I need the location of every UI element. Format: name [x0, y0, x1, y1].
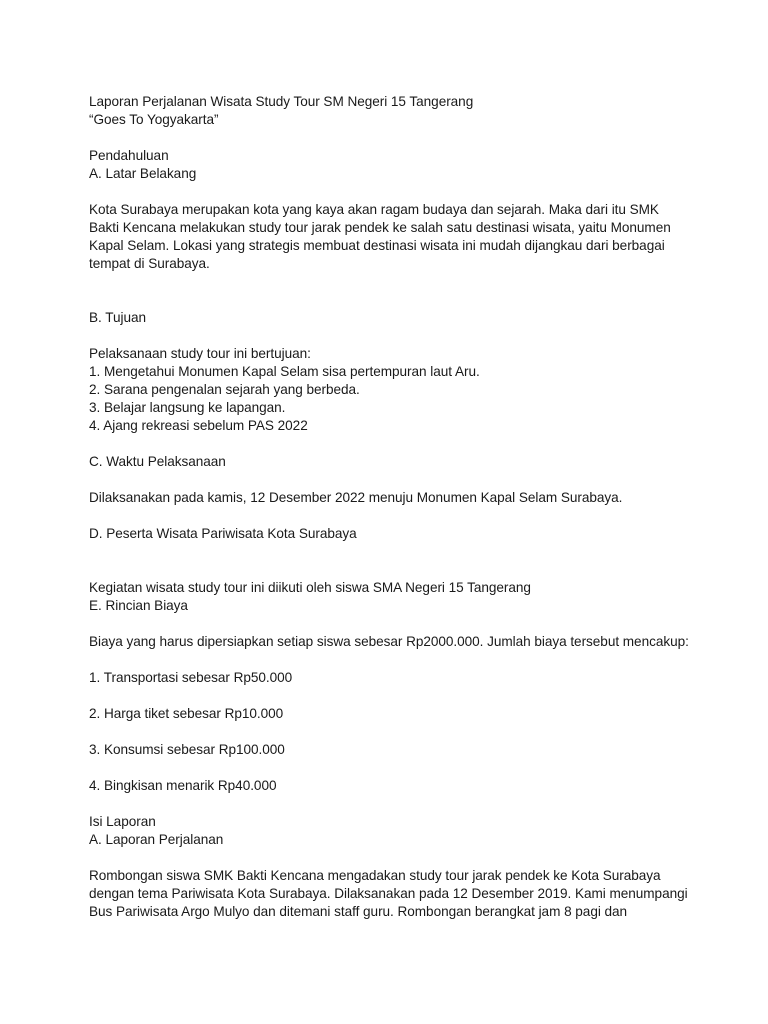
document-title: Laporan Perjalanan Wisata Study Tour SM Negeri 15 Tangerang — [89, 94, 474, 109]
subsection-heading-latar-belakang: A. Latar Belakang — [89, 166, 197, 181]
paragraph-line: Bakti Kencana melakukan study tour jarak pendek ke salah satu destinasi wisata, yaitu Monumen — [89, 220, 671, 235]
list-item: 2. Harga tiket sebesar Rp10.000 — [89, 706, 284, 721]
subsection-heading-laporan-perjalanan: A. Laporan Perjalanan — [89, 832, 224, 847]
peserta-text: Kegiatan wisata study tour ini diikuti oleh siswa SMA Negeri 15 Tangerang — [89, 580, 531, 595]
subsection-heading-tujuan: B. Tujuan — [89, 310, 146, 325]
paragraph-line: Rombongan siswa SMK Bakti Kencana mengadakan study tour jarak pendek ke Kota Surabaya — [89, 868, 661, 883]
paragraph-line: Kota Surabaya merupakan kota yang kaya akan ragam budaya dan sejarah. Maka dari itu SMK — [89, 202, 659, 217]
biaya-intro: Biaya yang harus dipersiapkan setiap siswa sebesar Rp2000.000. Jumlah biaya tersebut mencakup: — [89, 634, 689, 649]
paragraph-line: dengan tema Pariwisata Kota Surabaya. Dilaksanakan pada 12 Desember 2019. Kami menumpangi — [89, 886, 688, 901]
subsection-heading-peserta: D. Peserta Wisata Pariwisata Kota Surabaya — [89, 526, 357, 541]
tujuan-list — [89, 363, 689, 435]
list-item: 3. Belajar langsung ke lapangan. — [89, 400, 286, 415]
subsection-heading-waktu: C. Waktu Pelaksanaan — [89, 454, 226, 469]
waktu-text: Dilaksanakan pada kamis, 12 Desember 2022 menuju Monumen Kapal Selam Surabaya. — [89, 490, 623, 505]
section-heading-isi-laporan: Isi Laporan — [89, 814, 156, 829]
paragraph-line: Bus Pariwisata Argo Mulyo dan ditemani staff guru. Rombongan berangkat jam 8 pagi dan — [89, 904, 628, 919]
document-page — [89, 93, 689, 921]
paragraph-laporan-perjalanan — [89, 867, 689, 921]
list-item: 4. Ajang rekreasi sebelum PAS 2022 — [89, 418, 308, 433]
list-item: 1. Transportasi sebesar Rp50.000 — [89, 670, 293, 685]
list-item: 4. Bingkisan menarik Rp40.000 — [89, 778, 277, 793]
paragraph-line: tempat di Surabaya. — [89, 256, 210, 271]
section-heading-pendahuluan: Pendahuluan — [89, 148, 169, 163]
subsection-heading-biaya: E. Rincian Biaya — [89, 598, 188, 613]
list-item: 1. Mengetahui Monumen Kapal Selam sisa pertempuran laut Aru. — [89, 364, 480, 379]
document-subtitle: “Goes To Yogyakarta” — [89, 112, 219, 127]
list-item: 3. Konsumsi sebesar Rp100.000 — [89, 742, 285, 757]
paragraph-line: Kapal Selam. Lokasi yang strategis membuat destinasi wisata ini mudah dijangkau dari berbagai — [89, 238, 665, 253]
tujuan-intro: Pelaksanaan study tour ini bertujuan: — [89, 346, 311, 361]
list-item: 2. Sarana pengenalan sejarah yang berbeda. — [89, 382, 360, 397]
paragraph-latar-belakang — [89, 201, 689, 273]
